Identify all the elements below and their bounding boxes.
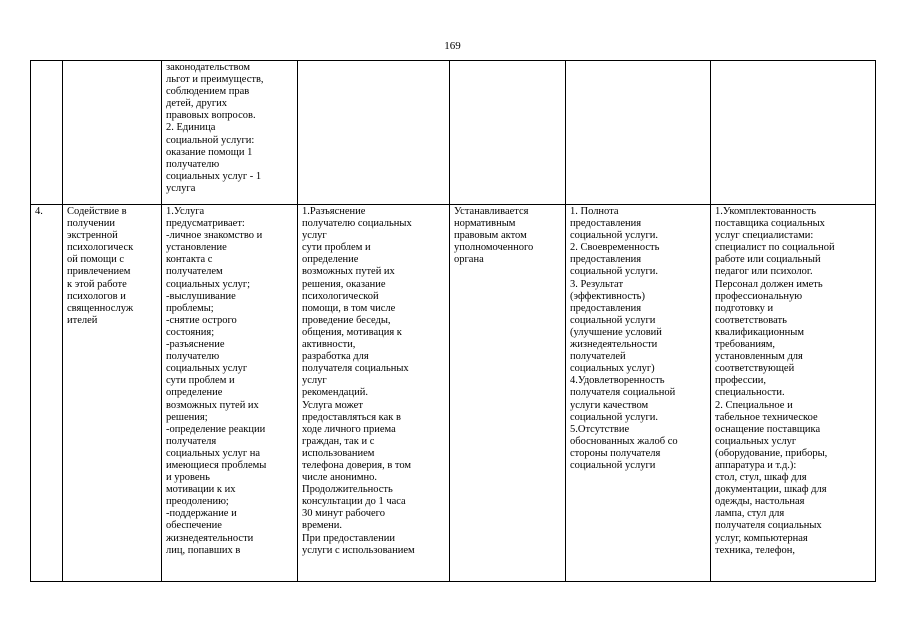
service-description-cell: 1.Разъяснение получателю социальных услуг сути проблем и определение возможных путей их решения, оказание психологической помощи, в том числе проведение беседы, общения, мотивация к активности, разработка для получателя социальных услуг рекомендаций. Услуга может предоставляться как в ходе личного приема граждан, так и с использованием телефона доверия, в том числе анонимно. Продолжительность консультации до 1 часа 30 минут рабочего времени. При предоставлении услуги с использованием <box>298 205 450 582</box>
service-name-cell: Содействие в получении экстренной психологическ ой помощи с привлечением к этой работе психологов и священнослуж ителей <box>63 205 162 582</box>
services-table <box>30 60 876 582</box>
row-number-cell <box>31 61 63 205</box>
row-number-cell: 4. <box>31 205 63 582</box>
service-conditions-cell <box>711 61 876 205</box>
page-number: 169 <box>444 40 461 52</box>
service-content-cell: 1.Услуга предусматривает: -личное знакомство и установление контакта с получателем социальных услуг; -выслушивание проблемы; -снятие острого состояния; -разъяснение получателю социальных услуг сути проблем и определение возможных путей их решения; -определение реакции получателя социальных услуг на имеющиеся проблемы и уровень мотивации к их преодолению; -поддержание и обеспечение жизнедеятельности лиц, попавших в <box>162 205 298 582</box>
service-name-cell <box>63 61 162 205</box>
quality-indicators-cell <box>566 61 711 205</box>
service-terms-cell <box>450 61 566 205</box>
quality-indicators-cell: 1. Полнота предоставления социальной услуги. 2. Своевременность предоставления социальной услуги. 3. Результат (эффективность) предоставления социальной услуги (улучшение условий жизнедеятельности получателей социальных услуг) 4.Удовлетворенность получателя социальной услуги качеством социальной услуги. 5.Отсутствие обоснованных жалоб со стороны получателя социальной услуги <box>566 205 711 582</box>
service-description-cell <box>298 61 450 205</box>
service-conditions-cell: 1.Укомплектованность поставщика социальных услуг специалистами: специалист по социальной работе или социальный педагог или психолог. Персонал должен иметь профессиональную подготовку и соответствовать квалификационным требованиям, установленным для соответствующей профессии, специальности. 2. Специальное и табельное техническое оснащение поставщика социальных услуг (оборудование, приборы, аппаратура и т.д.): стол, стул, шкаф для документации, шкаф для одежды, настольная лампа, стул для получателя социальных услуг, компьютерная техника, телефон, <box>711 205 876 582</box>
table-row <box>31 205 876 582</box>
service-terms-cell: Устанавливается нормативным правовым актом уполномоченного органа <box>450 205 566 582</box>
table-row <box>31 61 876 205</box>
service-content-cell: законодательством льгот и преимуществ, соблюдением прав детей, других правовых вопросов. 2. Единица социальной услуги: оказание помощи 1 получателю социальных услуг - 1 услуга <box>162 61 298 205</box>
